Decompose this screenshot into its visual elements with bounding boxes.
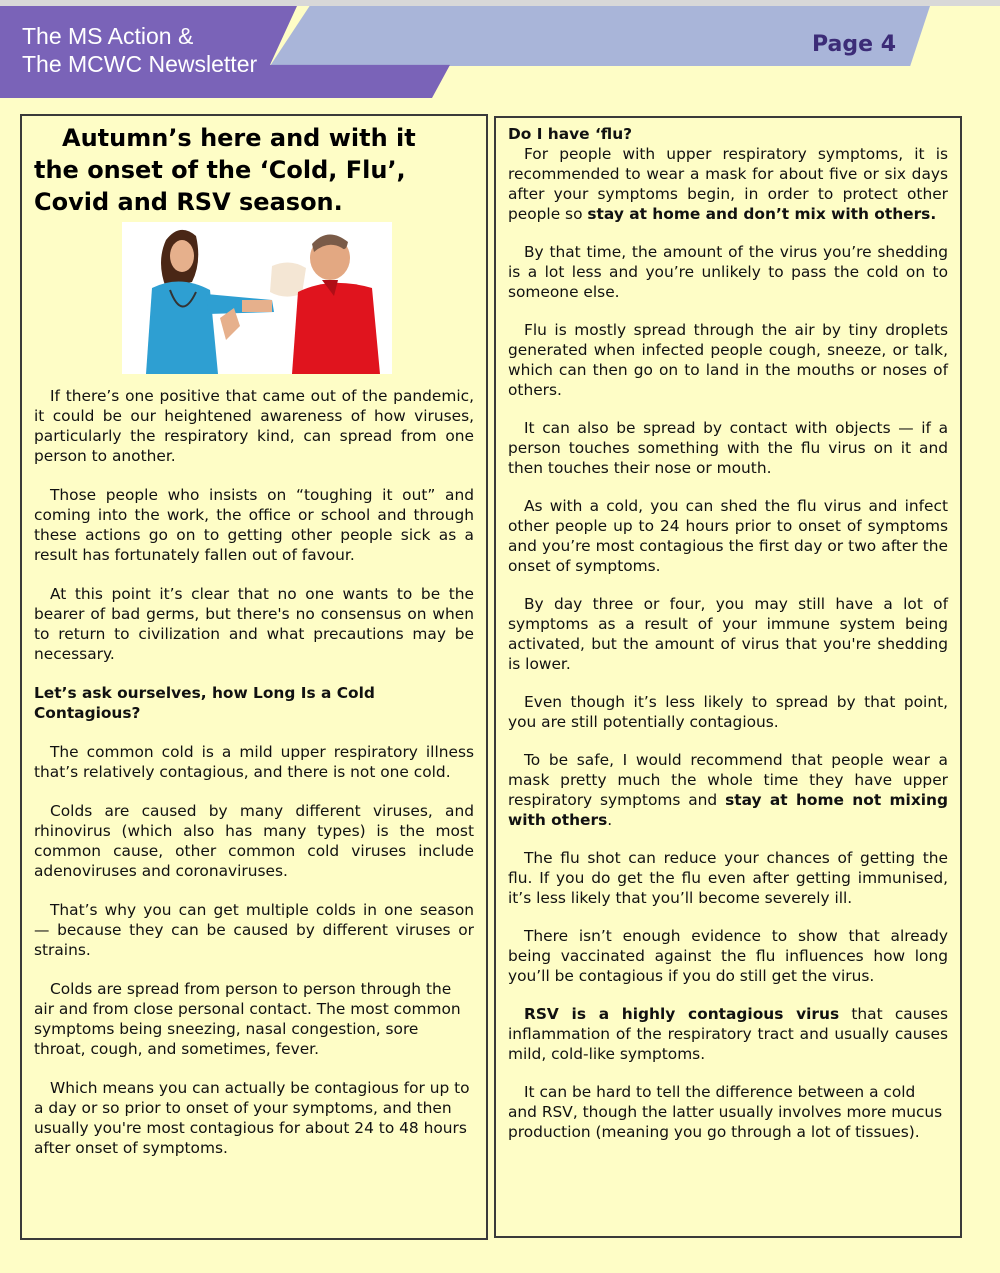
right-p11-text: that causes inflammation of the respiratory tract and usually causes mild, cold-like symptoms. [508,1005,948,1063]
right-paragraph-3: Flu is mostly spread through the air by tiny droplets generated when infected people cough, sneeze, or talk, which can then go on to land in the mouths or noses of others. [508,321,948,399]
left-paragraph-3: At this point it’s clear that no one wants to be the bearer of bad germs, but there's no consensus on when to return to civilization and what precautions may be necessary. [34,585,474,663]
right-paragraph-12: It can be hard to tell the difference between a cold and RSV, though the latter usually involves more mucus production (meaning you go through a lot of tissues). [508,1083,943,1141]
left-paragraph-8: Which means you can actually be contagious for up to a day or so prior to onset of your symptoms, and then usually you're most contagious for about 24 to 48 hours after onset of symptoms. [34,1079,470,1157]
right-p8-bold: stay at home not mixing with others [508,791,948,829]
left-subheading: Let’s ask ourselves, how Long Is a Cold Contagious? [34,684,375,722]
right-paragraph-9: The flu shot can reduce your chances of getting the flu. If you do get the flu even after getting immunised, it’s less likely that you’ll become severely ill. [508,849,948,907]
right-p1-bold: stay at home and don’t mix with others. [587,205,937,223]
headline-line2: the onset of the ‘Cold, Flu’, [34,156,406,184]
right-paragraph-5: As with a cold, you can shed the flu virus and infect other people up to 24 hours prior to onset of symptoms and you’re most contagious the first day or two after the onset of symptoms. [508,497,948,575]
right-paragraph-1 [508,144,948,224]
page-number: Page 4 [812,32,897,57]
right-p8-text: To be safe, I would recommend that people wear a mask pretty much the whole time they have upper respiratory symptoms and [508,751,948,809]
article-headline [34,122,474,218]
left-paragraph-2: Those people who insists on “toughing it out” and coming into the work, the office or school and through these actions go on to getting other people sick as a result has fortunately fallen out of favour. [34,486,474,564]
right-paragraph-4: It can also be spread by contact with objects — if a person touches something with the flu virus on it and then touches their nose or mouth. [508,419,948,477]
headline-line3: Covid and RSV season. [34,188,343,216]
right-paragraph-10: There isn’t enough evidence to show that already being vaccinated against the flu influences how long you’ll be contagious if you do still get the virus. [508,927,948,985]
right-paragraph-6: By day three or four, you may still have a lot of symptoms as a result of your immune system being activated, but the amount of virus that you're shedding is lower. [508,595,948,673]
right-p11-bold: RSV is a highly contagious virus [524,1005,840,1023]
left-paragraph-6: That’s why you can get multiple colds in one season — because they can be caused by different viruses or strains. [34,901,474,959]
right-p1-text: For people with upper respiratory symptoms, it is recommended to wear a mask for about five or six days after your symptoms begin, in order to protect other people so [508,145,948,223]
newsletter-title-line2: The MCWC Newsletter [22,51,258,77]
right-p8-end: . [607,811,613,829]
newsletter-title [22,22,322,78]
top-strip [0,0,1000,6]
left-column [20,114,488,1240]
right-paragraph-7: Even though it’s less likely to spread by that point, you are still potentially contagious. [508,693,948,731]
newsletter-title-line1: The MS Action & [22,23,194,49]
right-paragraph-2: By that time, the amount of the virus you’re shedding is a lot less and you’re unlikely to pass the cold on to someone else. [508,243,948,301]
left-paragraph-5: Colds are caused by many different viruses, and rhinovirus (which also has many types) is the most common cause, other common cold viruses include adenoviruses and coronaviruses. [34,802,474,880]
headline-line1: Autumn’s here and with it [62,124,416,152]
right-paragraph-11 [508,1004,948,1064]
left-paragraph-7: Colds are spread from person to person through the air and from close personal contact. The most common symptoms being sneezing, nasal congestion, sore throat, cough, and sometimes, fever. [34,980,461,1058]
left-paragraph-4: The common cold is a mild upper respiratory illness that’s relatively contagious, and there is not one cold. [34,743,474,781]
left-paragraph-1: If there’s one positive that came out of the pandemic, it could be our heightened awareness of how viruses, particularly the respiratory kind, can spread from one person to another. [34,387,474,465]
right-heading: Do I have ‘flu? [508,125,633,143]
nurse-and-sick-man-photo [122,222,392,374]
right-paragraph-8 [508,750,948,830]
right-column [494,116,962,1238]
